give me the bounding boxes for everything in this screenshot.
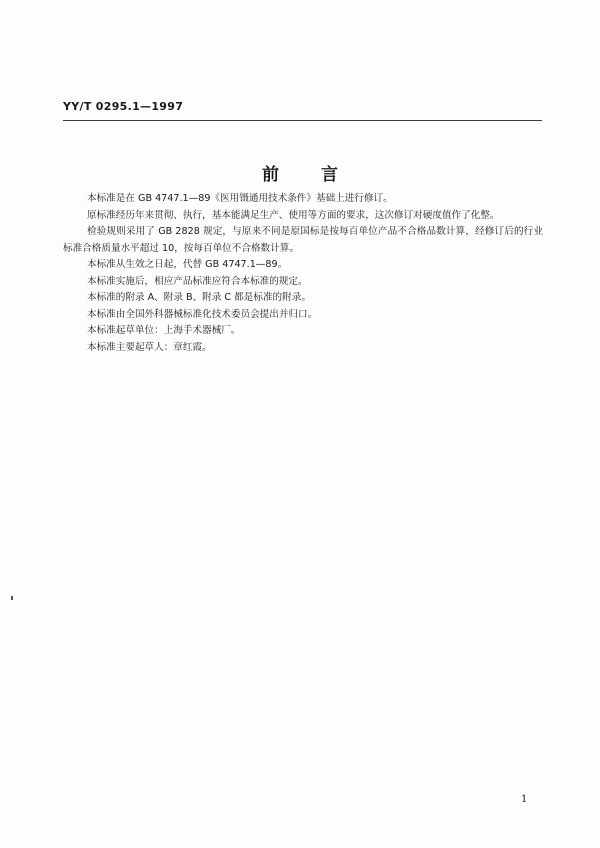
- header-divider: [63, 120, 542, 121]
- paragraph-drafting-unit: 本标准起草单位：上海手术器械厂。: [87, 325, 241, 336]
- paragraph-proposer: 本标准由全国外科器械标准化技术委员会提出并归口。: [87, 308, 318, 320]
- page-title: 前言: [262, 165, 380, 185]
- paragraph-hardness-revision: 原标准经历年来贯彻、执行，基本能满足生产、使用等方面的要求，这次修订对硬度值作了化整。: [87, 209, 500, 221]
- scan-margin-mark: [11, 596, 13, 600]
- paragraph-revision-basis: 本标准是在 GB 4747.1—89《医用镊通用技术条件》基础上进行修订。: [87, 193, 393, 204]
- paragraph-replacement: 本标准从生效之日起，代替 GB 4747.1—89。: [87, 259, 288, 270]
- page-number: 1: [521, 794, 528, 805]
- foreword-body: [63, 191, 543, 356]
- paragraph-drafter: 本标准主要起草人：章红霞。: [87, 341, 212, 353]
- paragraph-inspection-rules: 检验规则采用了 GB 2828 规定，与原来不同是原国标是按每百单位产品不合格品数计算，经修订后的行业标准合格质量水平超过 10，按每百单位不合格数计算。: [63, 226, 543, 254]
- standard-number: YY/T 0295.1—1997: [63, 100, 184, 113]
- paragraph-implementation: 本标准实施后，相应产品标准应符合本标准的规定。: [87, 275, 308, 287]
- paragraph-appendices: 本标准的附录 A、附录 B、附录 C 都是标准的附录。: [87, 292, 311, 303]
